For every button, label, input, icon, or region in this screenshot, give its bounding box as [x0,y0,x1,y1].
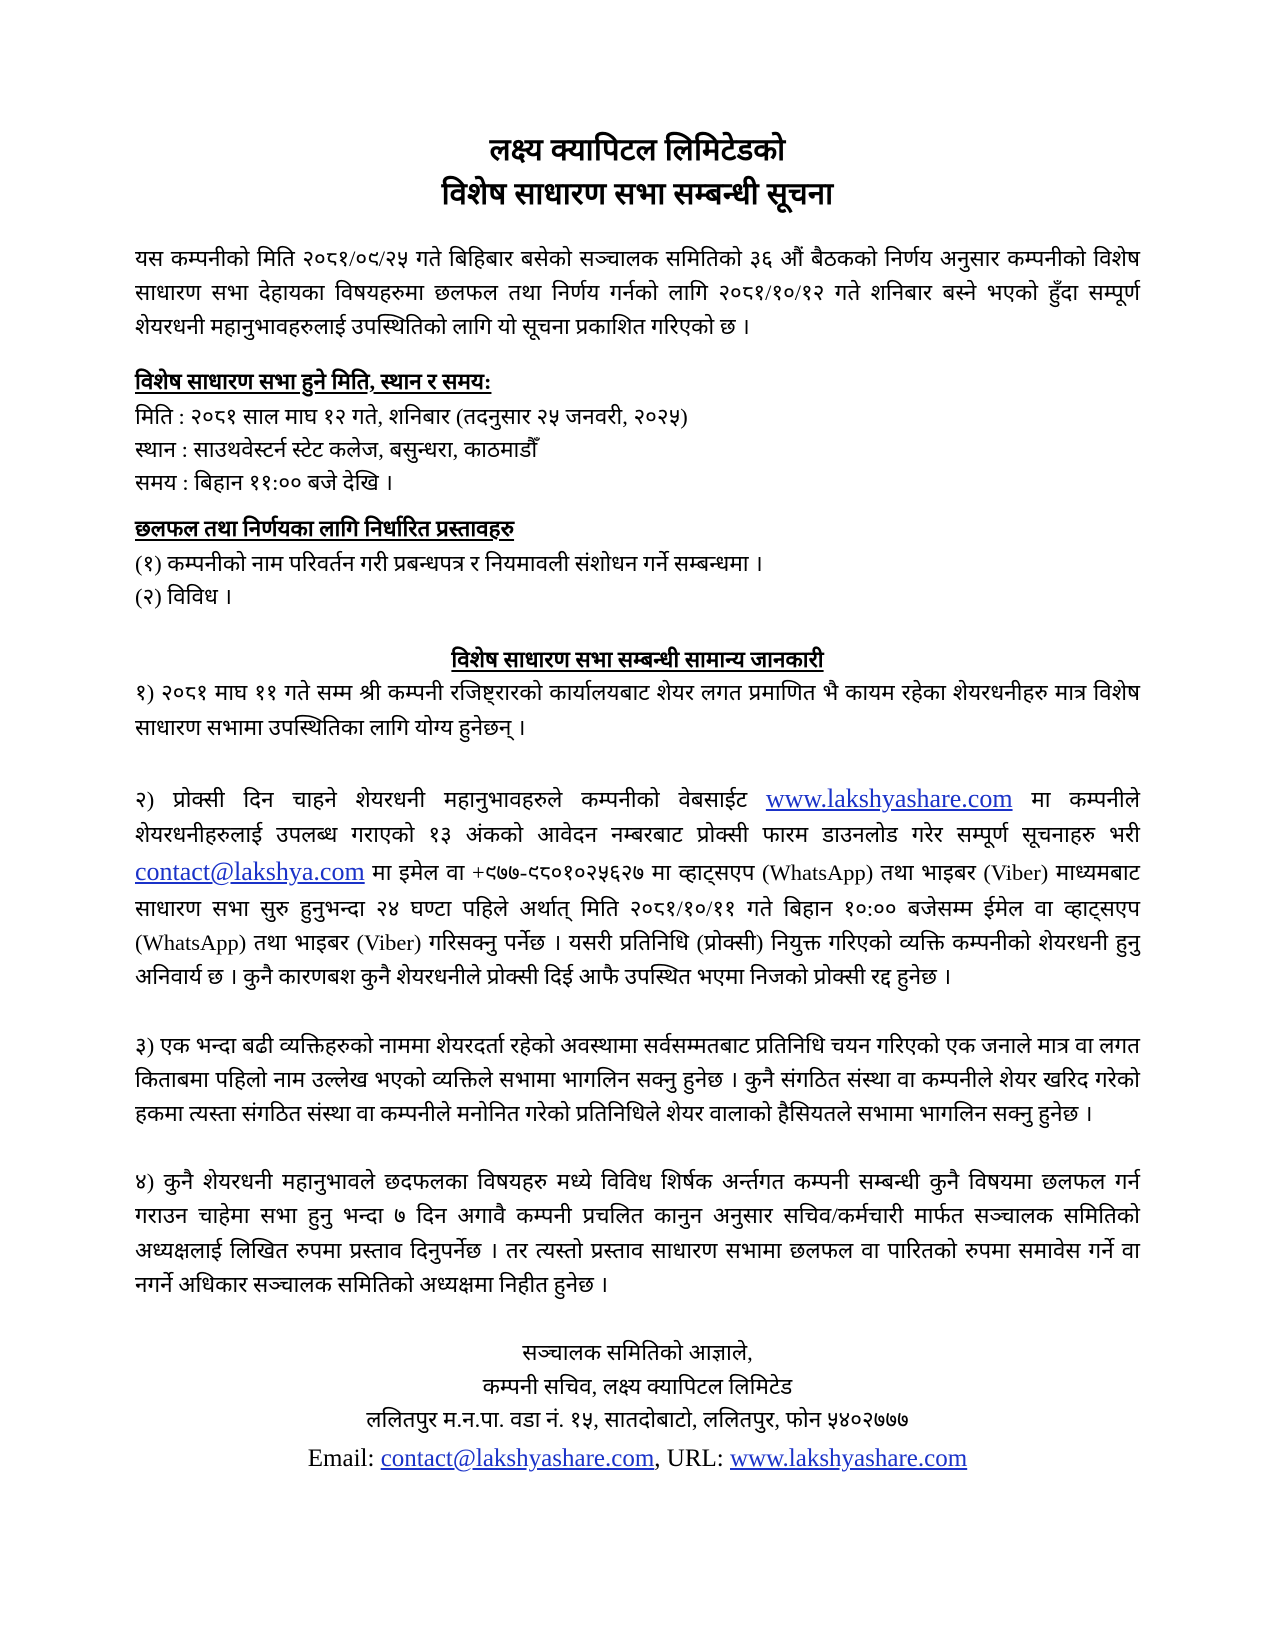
email-link[interactable]: contact@lakshya.com [135,857,365,887]
general-info-item-1: १) २०८१ माघ ११ गते सम्म श्री कम्पनी रजिष्ट्रारको कार्यालयबाट शेयर लगत प्रमाणित भै कायम रहेका शेयरधनीहरु मात्र विशेष साधारण सभामा उपस्थितिका लागि योग्य हुनेछन् । [135,680,1140,740]
signature-designation: कम्पनी सचिव, लक्ष्य क्यापिटल लिमिटेड [482,1373,793,1399]
email-label: Email: [307,1445,381,1473]
company-address: ललितपुर म.न.पा. वडा नं. १५, सातदोबाटो, ललितपुर, फोन ५४०२७७७ [366,1407,909,1433]
url-label: , URL: [654,1445,730,1473]
signature-block [135,1336,1140,1479]
contact-line [135,1440,1140,1479]
footer-email-link[interactable]: contact@lakshyashare.com [380,1445,655,1473]
footer-url-link[interactable]: www.lakshyashare.com [730,1445,968,1473]
proposal-item-2: (२) विविध । [135,584,232,610]
proposals-heading [135,512,1140,546]
title-line-1: लक्ष्य क्यापिटल लिमिटेडको [489,132,786,167]
proposals-heading-text: छलफल तथा निर्णयका लागि निर्धारित प्रस्तावहरु [135,515,515,541]
title-line-2: विशेष साधारण सभा सम्बन्धी सूचना [441,176,834,212]
general-info-heading [135,643,1140,674]
page-title [135,128,1140,216]
meeting-venue-line: स्थान : साउथवेस्टर्न स्टेट कलेज, बसुन्धरा, काठमाडौँ [135,437,538,463]
spacer [135,1151,1140,1165]
website-link[interactable]: www.lakshyashare.com [765,783,1013,813]
general-info-item-4: ४) कुनै शेयरधनी महानुभावले छदफलका विषयहरु मध्ये विविध शिर्षक अर्न्तगत कम्पनी सम्बन्धी कुनै विषयमा छलफल गर्न गराउन चाहेमा सभा हुनु भन्दा ७ दिन अगावै कम्पनी प्रचलित कानुन अनुसार सचिव/कर्मचारी मार्फत सञ्चालक समितिको अध्यक्षलाई लिखित रुपमा प्रस्ताव दिनुपर्नेछ । तर त्यस्तो प्रस्ताव साधारण सभामा छलफल वा पारितको रुपमा समावेस गर्ने वा नगर्ने अधिकार सञ्चालक समितिको अध्यक्षमा निहीत हुनेछ । [135,1169,1140,1297]
general-info-item-2 [135,779,1140,995]
general-info-item-3: ३) एक भन्दा बढी व्यक्तिहरुको नाममा शेयरदर्ता रहेको अवस्थामा सर्वसम्मतबाट प्रतिनिधि चयन गरिएको एक जनाले मात्र वा लगत किताबमा पहिलो नाम उल्लेख भएको व्यक्तिले सभामा भागलिन सक्नु हुनेछ । कुनै संगठित संस्था वा कम्पनीले शेयर खरिद गरेको हकमा त्यस्ता संगठित संस्था वा कम्पनीले मनोनित गरेको प्रतिनिधिले शेयर वालाको हैसियतले सभामा भागलिन सक्नु हुनेछ । [135,1032,1140,1126]
item2-text-part-3: मा इमेल वा +९७७-९८०१०२५६२७ मा व्हाट्सएप (WhatsApp) तथा भाइबर (Viber) माध्यमबाट साधारण सभा सुरु हुनुभन्दा २४ घण्टा पहिले अर्थात् मिति २०८१/१०/११ गते बिहान १०:०० बजेसम्म ईमेल वा व्हाट्सएप (WhatsApp) तथा भाइबर (Viber) गरिसक्नु पर्नेछ । यसरी प्रतिनिधि (प्रोक्सी) नियुक्त गरिएको व्यक्ति कम्पनीको शेयरधनी हुनु अनिवार्य छ । कुनै कारणबश कुनै शेयरधनीले प्रोक्सी दिई आफै उपस्थित भएमा निजको प्रोक्सी रद्द हुनेछ । [135,860,1140,990]
spacer [135,765,1140,779]
meeting-time-line: समय : बिहान ११:०० बजे देखि । [135,470,393,496]
intro-paragraph: यस कम्पनीको मिति २०८१/०९/२५ गते बिहिबार बसेको सञ्चालक समितिको ३६ औं बैठकको निर्णय अनुसार कम्पनीको विशेष साधारण सभा देहायका विषयहरुमा छलफल तथा निर्णय गर्नको लागि २०८१/१०/१२ गते शनिबार बस्ने भएको हुँदा सम्पूर्ण शेयरधनी महानुभावहरुलाई उपस्थितिको लागि यो सूचना प्रकाशित गरिएको छ । [135,246,1140,340]
meeting-date-line: मिति : २०८१ साल माघ १२ गते, शनिबार (तदनुसार २५ जनवरी, २०२५) [135,404,688,430]
meeting-details-heading-text: विशेष साधारण सभा हुने मिति, स्थान र समय: [135,368,492,394]
item2-text-part-2: मा कम्पनीले शेयरधनीहरुलाई उपलब्ध गराएको १३ अंकको आवेदन नम्बरबाट प्रोक्सी फारम डाउनलोड गरेर सम्पूर्ण सूचनाहरु भरी [135,786,1140,848]
general-info-heading-text: विशेष साधारण सभा सम्बन्धी सामान्य जानकारी [451,647,824,673]
meeting-details-heading [135,365,1140,399]
signature-authority: सञ्चालक समितिको आज्ञाले, [522,1339,753,1365]
item2-text-part-1: २) प्रोक्सी दिन चाहने शेयरधनी महानुभावहरुले कम्पनीको वेबसाईट [135,786,766,812]
spacer [135,1015,1140,1029]
proposal-item-1: (१) कम्पनीको नाम परिवर्तन गरी प्रबन्धपत्र र नियमावली संशोधन गर्ने सम्बन्धमा । [135,551,763,577]
